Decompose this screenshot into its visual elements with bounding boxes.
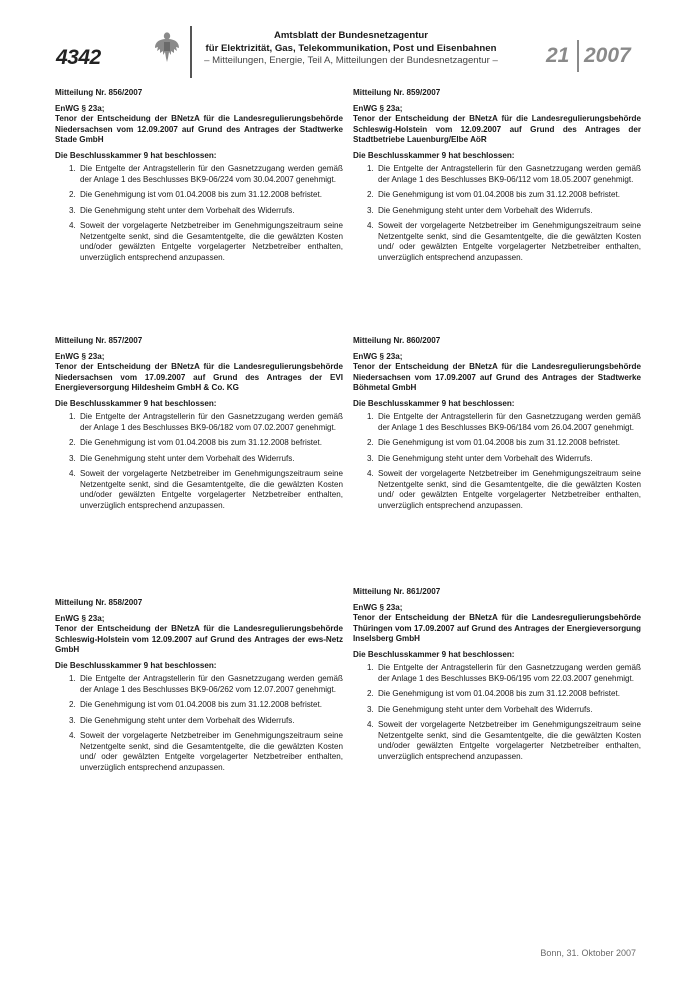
- decision-item-text: Die Entgelte der Antragstellerin für den Gasnetzzugang werden gemäß der Anlage 1 des Beschlusses BK9-06/224 vom 30.04.2007 genehmigt.: [80, 164, 343, 184]
- decision-item-number: 4.: [367, 469, 374, 478]
- decision-item-number: 4.: [69, 469, 76, 478]
- decision-item: [353, 469, 641, 511]
- journal-title: Amtsblatt der Bundesnetzagentur: [273, 30, 429, 41]
- decision-item-text: Soweit der vorgelagerte Netzbetreiber im Genehmigungszeitraum seine Netzentgelte senkt, sind die Gesamtentgelte, die die gewälzten Kosten und/oder gewälzten Entgelte vorgelagerter Netzbetreiber enthalten, unverzüglich entsprechend anzupassen.: [378, 720, 641, 761]
- decision-item: [55, 190, 343, 201]
- decision-item-text: Die Entgelte der Antragstellerin für den Gasnetzzugang werden gemäß der Anlage 1 des Beschlusses BK9-06/112 vom 18.05.2007 genehmigt.: [378, 164, 641, 184]
- journal-title-block: [196, 30, 506, 68]
- notice-subject: Tenor der Entscheidung der BNetzA für die Landesregulierungsbehörde Niedersachsen vom 12.09.2007 auf Grund des Antrages der Stadtwerke Stade GmbH: [55, 114, 343, 144]
- decision-item: [353, 206, 641, 217]
- notice-decision-board: Die Beschlusskammer 9 hat beschlossen:: [55, 398, 217, 408]
- decision-item: [353, 663, 641, 684]
- notice-859: [353, 88, 641, 268]
- decision-item-number: 1.: [69, 164, 76, 173]
- notice-title: Mitteilung Nr. 858/2007: [55, 598, 143, 607]
- notice-title: Mitteilung Nr. 860/2007: [353, 336, 441, 345]
- decision-item-text: Die Genehmigung ist vom 01.04.2008 bis zum 31.12.2008 befristet.: [80, 700, 323, 709]
- decision-item: [353, 164, 641, 185]
- journal-subtitle: – Mitteilungen, Energie, Teil A, Mitteilungen der Bundesnetzagentur –: [204, 55, 498, 66]
- decision-item: [55, 412, 343, 433]
- decision-item-number: 3.: [69, 205, 76, 215]
- decision-item-text: Die Entgelte der Antragstellerin für den Gasnetzzugang werden gemäß der Anlage 1 des Beschlusses BK9-06/184 vom 26.04.2007 genehmigt.: [378, 412, 641, 432]
- decision-item-number: 1.: [367, 412, 374, 421]
- decision-item-text: Soweit der vorgelagerte Netzbetreiber im Genehmigungszeitraum seine Netzentgelte senkt, sind die Gesamtentgelte, die die gewälzten Kosten und/ oder gewälzten Entgelte vorgelagerter Netzbetreiber enthalten, unverzüglich entsprechend anzupassen.: [378, 469, 641, 510]
- notice-856: [55, 88, 343, 268]
- decision-item-text: Die Genehmigung steht unter dem Vorbehalt des Widerrufs.: [80, 453, 295, 463]
- decision-item-number: 3.: [69, 453, 76, 463]
- notice-title: Mitteilung Nr. 861/2007: [353, 587, 441, 596]
- decision-item-number: 3.: [367, 205, 374, 215]
- notice-subject: Tenor der Entscheidung der BNetzA für die Landesregulierungsbehörde Schleswig-Holstein vom 12.09.2007 auf Grund des Antrages der ews-Netz GmbH: [55, 624, 343, 654]
- header-divider: [190, 26, 192, 78]
- decision-item-text: Die Genehmigung ist vom 01.04.2008 bis zum 31.12.2008 befristet.: [80, 190, 323, 199]
- decision-item-text: Die Genehmigung steht unter dem Vorbehalt des Widerrufs.: [378, 453, 593, 463]
- decision-item-text: Die Entgelte der Antragstellerin für den Gasnetzzugang werden gemäß der Anlage 1 des Beschlusses BK9-06/182 vom 07.02.2007 genehmigt.: [80, 412, 343, 432]
- notice-decision-board: Die Beschlusskammer 9 hat beschlossen:: [353, 150, 515, 160]
- decision-item: [55, 716, 343, 727]
- decision-list: [55, 412, 343, 511]
- issue-number: 21: [546, 44, 570, 67]
- decision-item: [353, 412, 641, 433]
- notice-subject: Tenor der Entscheidung der BNetzA für die Landesregulierungsbehörde Niedersachsen vom 17.09.2007 auf Grund des Antrages der EVI Energieversorgung Hildesheim GmbH & Co. KG: [55, 362, 343, 392]
- notice-858: [55, 598, 343, 778]
- decision-item-number: 4.: [69, 731, 76, 740]
- decision-item: [353, 720, 641, 762]
- notice-legal-basis: EnWG § 23a;: [55, 613, 105, 623]
- decision-list: [55, 674, 343, 773]
- notice-legal-basis: EnWG § 23a;: [353, 351, 403, 361]
- decision-item: [353, 438, 641, 449]
- decision-item-number: 1.: [69, 412, 76, 421]
- notice-decision-board: Die Beschlusskammer 9 hat beschlossen:: [55, 660, 217, 670]
- notice-legal-basis: EnWG § 23a;: [55, 351, 105, 361]
- notice-title: Mitteilung Nr. 859/2007: [353, 88, 441, 97]
- decision-item: [55, 454, 343, 465]
- decision-item-text: Soweit der vorgelagerte Netzbetreiber im Genehmigungszeitraum seine Netzentgelte senkt, sind die Gesamtentgelte, die die gewälzten Kosten und/ oder gewälzten Entgelte vorgelagerter Netzbetreiber enthalten, unverzüglich entsprechend anzupassen.: [378, 221, 641, 262]
- notice-decision-board: Die Beschlusskammer 9 hat beschlossen:: [353, 649, 515, 659]
- notice-legal-basis: EnWG § 23a;: [353, 103, 403, 113]
- decision-item-number: 2.: [69, 190, 76, 199]
- notice-subject: Tenor der Entscheidung der BNetzA für die Landesregulierungsbehörde Niedersachsen vom 17.09.2007 auf Grund des Antrages der Stadtwerke Böhmetal GmbH: [353, 362, 641, 392]
- notice-860: [353, 336, 641, 516]
- decision-item-number: 1.: [69, 674, 76, 683]
- decision-item: [55, 469, 343, 511]
- decision-item: [55, 206, 343, 217]
- decision-item-text: Die Genehmigung ist vom 01.04.2008 bis zum 31.12.2008 befristet.: [378, 689, 621, 698]
- issue-divider: [577, 40, 579, 72]
- decision-item-text: Die Genehmigung ist vom 01.04.2008 bis zum 31.12.2008 befristet.: [80, 438, 323, 447]
- notice-legal-basis: EnWG § 23a;: [353, 602, 403, 612]
- decision-item: [353, 689, 641, 700]
- page-header: [0, 0, 700, 80]
- decision-item: [55, 164, 343, 185]
- decision-item-number: 1.: [367, 164, 374, 173]
- decision-list: [353, 663, 641, 762]
- decision-item: [55, 221, 343, 263]
- notice-title: Mitteilung Nr. 857/2007: [55, 336, 143, 345]
- decision-item-number: 2.: [367, 689, 374, 698]
- decision-item-number: 4.: [367, 221, 374, 230]
- decision-item-text: Soweit der vorgelagerte Netzbetreiber im Genehmigungszeitraum seine Netzentgelte senkt, sind die Gesamtentgelte, die die gewälzten Kosten und/oder gewälzten Entgelte vorgelagerter Netzbetreiber enthalten, unverzüglich entsprechend anzupassen.: [80, 469, 343, 510]
- decision-item-text: Die Genehmigung steht unter dem Vorbehalt des Widerrufs.: [80, 715, 295, 725]
- notice-decision-board: Die Beschlusskammer 9 hat beschlossen:: [55, 150, 217, 160]
- decision-item-text: Die Genehmigung steht unter dem Vorbehalt des Widerrufs.: [378, 205, 593, 215]
- decision-item: [353, 454, 641, 465]
- decision-item-number: 3.: [69, 715, 76, 725]
- notice-decision-board: Die Beschlusskammer 9 hat beschlossen:: [353, 398, 515, 408]
- decision-item: [55, 700, 343, 711]
- decision-item-text: Die Genehmigung ist vom 01.04.2008 bis zum 31.12.2008 befristet.: [378, 190, 621, 199]
- decision-list: [353, 164, 641, 263]
- notice-subject: Tenor der Entscheidung der BNetzA für die Landesregulierungsbehörde Thüringen vom 17.09.2007 auf Grund des Antrages der Energieversorgung Inselsberg GmbH: [353, 613, 641, 643]
- decision-item: [55, 731, 343, 773]
- decision-item-text: Soweit der vorgelagerte Netzbetreiber im Genehmigungszeitraum seine Netzentgelte senkt, sind die Gesamtentgelte, die die gewälzten Kosten und/oder gewälzten Entgelte vorgelagerter Netzbetreiber enthalten, unverzüglich entsprechend anzupassen.: [80, 221, 343, 262]
- decision-item-number: 3.: [367, 453, 374, 463]
- journal-title-line2: für Elektrizität, Gas, Telekommunikation, Post und Eisenbahnen: [205, 42, 497, 54]
- decision-item-text: Soweit der vorgelagerte Netzbetreiber im Genehmigungszeitraum seine Netzentgelte senkt, sind die Gesamtentgelte, die die gewälzten Kosten und/ oder gewälzten Entgelte vorgelagerter Netzbetreiber enthalten, unverzüglich entsprechend anzupassen.: [80, 731, 343, 772]
- notice-legal-basis: EnWG § 23a;: [55, 103, 105, 113]
- decision-item-number: 2.: [367, 438, 374, 447]
- decision-item-number: 2.: [69, 438, 76, 447]
- decision-item: [55, 674, 343, 695]
- decision-item-text: Die Entgelte der Antragstellerin für den Gasnetzzugang werden gemäß der Anlage 1 des Beschlusses BK9-06/262 vom 12.07.2007 genehmigt.: [80, 674, 343, 694]
- decision-item-number: 3.: [367, 704, 374, 714]
- decision-item: [353, 190, 641, 201]
- decision-item-number: 4.: [367, 720, 374, 729]
- decision-list: [353, 412, 641, 511]
- decision-item-number: 2.: [367, 190, 374, 199]
- decision-item-number: 2.: [69, 700, 76, 709]
- notice-857: [55, 336, 343, 516]
- decision-item-text: Die Genehmigung ist vom 01.04.2008 bis zum 31.12.2008 befristet.: [378, 438, 621, 447]
- decision-item: [353, 221, 641, 263]
- federal-eagle-icon: [154, 30, 180, 64]
- notice-861: [353, 587, 641, 767]
- decision-item-text: Die Genehmigung steht unter dem Vorbehalt des Widerrufs.: [378, 704, 593, 714]
- decision-item: [55, 438, 343, 449]
- decision-item-text: Die Entgelte der Antragstellerin für den Gasnetzzugang werden gemäß der Anlage 1 des Beschlusses BK9-06/195 vom 22.03.2007 genehmigt.: [378, 663, 641, 683]
- decision-item-number: 1.: [367, 663, 374, 672]
- decision-item: [353, 705, 641, 716]
- issue-year: 2007: [584, 44, 631, 67]
- notice-title: Mitteilung Nr. 856/2007: [55, 88, 143, 97]
- decision-item-text: Die Genehmigung steht unter dem Vorbehalt des Widerrufs.: [80, 205, 295, 215]
- decision-list: [55, 164, 343, 263]
- footer-place-date: Bonn, 31. Oktober 2007: [540, 948, 636, 958]
- page-number: 4342: [56, 46, 101, 69]
- decision-item-number: 4.: [69, 221, 76, 230]
- notice-subject: Tenor der Entscheidung der BNetzA für die Landesregulierungsbehörde Schleswig-Holstein vom 12.09.2007 auf Grund des Antrages der Stadtbetriebe Lauenburg/Elbe AöR: [353, 114, 641, 144]
